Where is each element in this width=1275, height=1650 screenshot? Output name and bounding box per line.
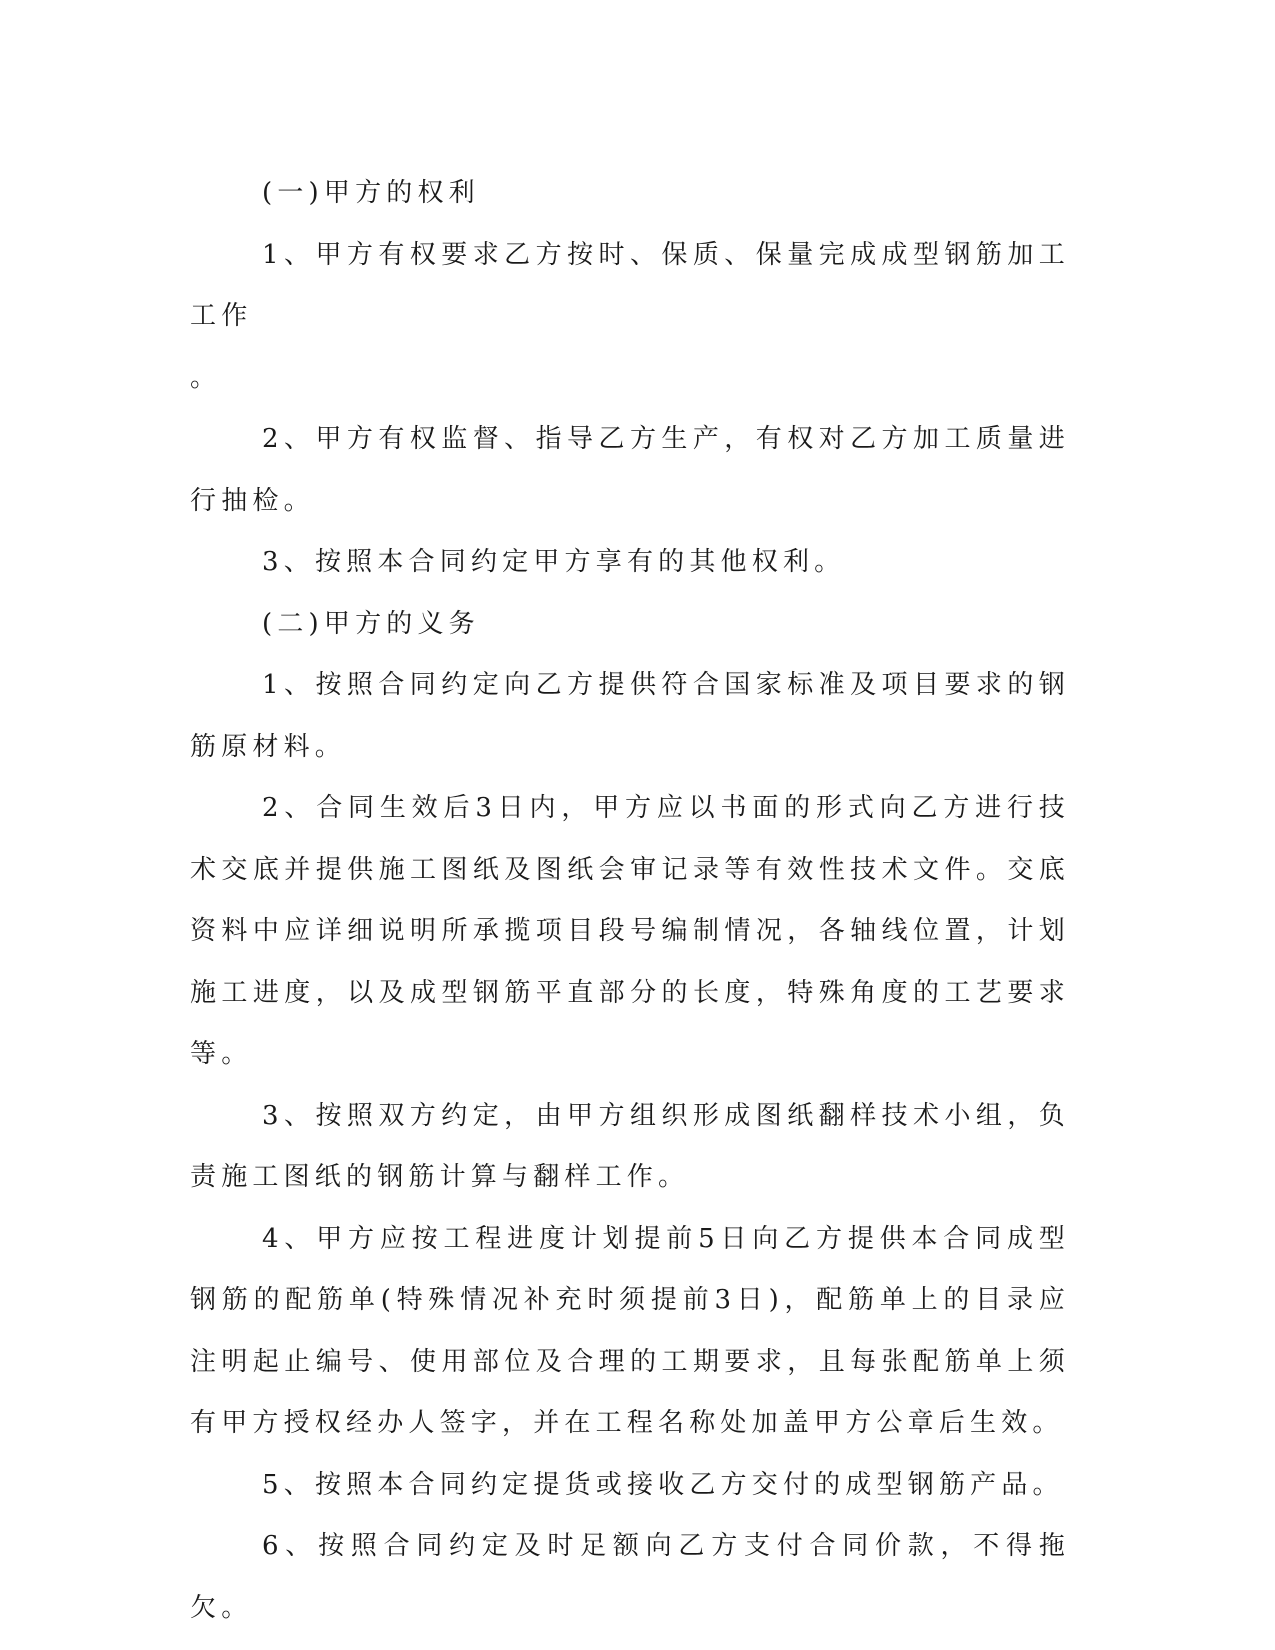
paragraph-obligations-3: 3、按照双方约定，由甲方组织形成图纸翻样技术小组，负责施工图纸的钢筋计算与翻样工作。: [190, 1100, 1070, 1192]
paragraph-obligations-6: 6、按照合同约定及时足额向乙方支付合同价款，不得拖欠。: [190, 1531, 1070, 1623]
section-heading-party-a-rights: (一)甲方的权利: [262, 178, 480, 208]
paragraph-rights-1: 1、甲方有权要求乙方按时、保质、保量完成成型钢筋加工工作: [190, 239, 1070, 331]
paragraph-rights-1-end: 。: [190, 362, 222, 393]
document-body: [190, 163, 1070, 1639]
paragraph-obligations-2: 2、合同生效后3日内，甲方应以书面的形式向乙方进行技术交底并提供施工图纸及图纸会审记录等有效性技术文件。交底资料中应详细说明所承揽项目段号编制情况，各轴线位置，计划施工进度，以及成型钢筋平直部分的长度，特殊角度的工艺要求等。: [190, 793, 1070, 1069]
section-heading-party-a-obligations: (二)甲方的义务: [262, 608, 480, 639]
paragraph-obligations-4: 4、甲方应按工程进度计划提前5日向乙方提供本合同成型钢筋的配筋单(特殊情况补充时须提前3日)，配筋单上的目录应注明起止编号、使用部位及合理的工期要求，且每张配筋单上须有甲方授权经办人签字，并在工程名称处加盖甲方公章后生效。: [190, 1223, 1070, 1438]
paragraph-rights-3: 3、按照本合同约定甲方享有的其他权利。: [262, 547, 846, 577]
paragraph-obligations-5: 5、按照本合同约定提货或接收乙方交付的成型钢筋产品。: [262, 1469, 1064, 1500]
paragraph-rights-2: 2、甲方有权监督、指导乙方生产，有权对乙方加工质量进行抽检。: [190, 424, 1070, 516]
paragraph-obligations-1: 1、按照合同约定向乙方提供符合国家标准及项目要求的钢筋原材料。: [190, 670, 1070, 762]
